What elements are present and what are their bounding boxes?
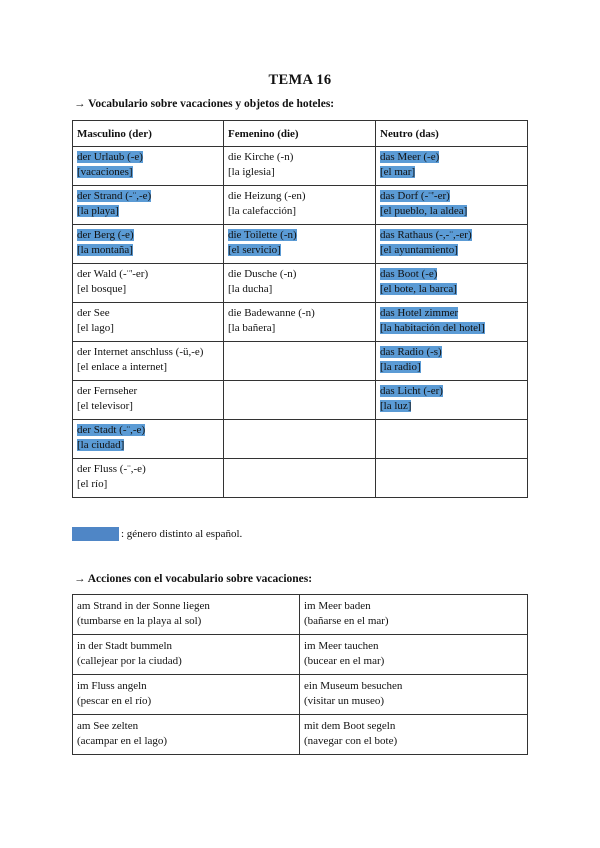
table-row <box>73 225 528 264</box>
spanish-action: (acampar en el lago) <box>77 735 168 747</box>
spanish-translation-text: [el enlace a internet] <box>77 361 168 373</box>
vocabulary-header-row <box>73 121 528 147</box>
spanish-translation-text: [el mar] <box>380 166 416 178</box>
action-cell <box>300 715 528 755</box>
german-term-text: der Fernseher <box>77 385 138 397</box>
vocab-cell <box>73 186 224 225</box>
spanish-translation-text: [la luz] <box>380 400 412 412</box>
spanish-action: (tumbarse en la playa al sol) <box>77 615 202 627</box>
vocabulary-table <box>72 120 528 498</box>
german-term <box>77 150 219 165</box>
spanish-translation-text: [el lago] <box>77 322 114 334</box>
action-cell <box>300 595 528 635</box>
vocab-cell <box>73 225 224 264</box>
table-row <box>73 264 528 303</box>
german-term-text: der Internet anschluss (-ü,-e) <box>77 346 204 358</box>
german-action: im Meer tauchen <box>304 640 379 652</box>
vocab-cell <box>224 342 376 381</box>
german-term-text: das Meer (-e) <box>380 151 440 163</box>
spanish-translation <box>77 399 219 414</box>
vocab-cell <box>224 225 376 264</box>
vocabulary-section-heading <box>74 98 334 110</box>
spanish-action: (callejear por la ciudad) <box>77 655 182 667</box>
table-row <box>73 459 528 498</box>
spanish-translation-text: [el servicio] <box>228 244 281 256</box>
spanish-translation-text: [el televisor] <box>77 400 133 412</box>
vocab-cell <box>376 420 528 459</box>
table-row <box>73 635 528 675</box>
german-term-text: die Dusche (-n) <box>228 268 297 280</box>
vocab-cell <box>224 381 376 420</box>
table-row <box>73 342 528 381</box>
table-row <box>73 303 528 342</box>
german-term <box>77 189 219 204</box>
vocab-cell <box>73 147 224 186</box>
spanish-translation-text: [la bañera] <box>228 322 276 334</box>
german-term-text: der Berg (-e) <box>77 229 134 241</box>
german-action: in der Stadt bummeln <box>77 640 173 652</box>
spanish-translation-text: [la playa] <box>77 205 119 217</box>
spanish-action: (navegar con el bote) <box>304 735 398 747</box>
spanish-translation-text: [la iglesia] <box>228 166 275 178</box>
spanish-translation <box>380 165 523 180</box>
spanish-translation <box>228 243 371 258</box>
actions-section-heading <box>74 573 312 585</box>
action-cell <box>300 635 528 675</box>
vocab-cell <box>376 186 528 225</box>
spanish-translation-text: [la habitación del hotel] <box>380 322 485 334</box>
vocabulary-heading-text: Vocabulario sobre vacaciones y objetos de hoteles: <box>88 98 335 110</box>
page-title: TEMA 16 <box>268 72 332 88</box>
german-term <box>77 423 219 438</box>
spanish-translation-text: [la ciudad] <box>77 439 125 451</box>
spanish-action: (pescar en el río) <box>77 695 152 707</box>
german-term <box>380 150 523 165</box>
actions-heading-text: Acciones con el vocabulario sobre vacaciones: <box>87 573 313 585</box>
vocab-cell <box>73 459 224 498</box>
german-term-text: der Stadt (-¨,-e) <box>77 424 146 436</box>
german-term-text: der See <box>77 307 110 319</box>
german-term-text: das Hotel zimmer <box>380 307 459 319</box>
spanish-translation <box>380 399 523 414</box>
german-term <box>77 267 219 282</box>
german-term-text: die Heizung (-en) <box>228 190 306 202</box>
vocab-cell <box>73 342 224 381</box>
german-term <box>380 228 523 243</box>
german-action: im Fluss angeln <box>77 680 147 692</box>
actions-table <box>72 594 528 755</box>
legend-color-swatch <box>72 527 119 541</box>
vocab-cell <box>376 225 528 264</box>
vocab-cell <box>73 381 224 420</box>
german-term <box>228 150 371 165</box>
vocab-cell <box>376 459 528 498</box>
legend <box>72 527 242 541</box>
table-row <box>73 186 528 225</box>
german-term-text: der Fluss (-¨,-e) <box>77 463 146 475</box>
spanish-translation <box>228 321 371 336</box>
spanish-translation <box>228 165 371 180</box>
vocab-cell <box>376 303 528 342</box>
german-term <box>77 384 219 399</box>
spanish-translation <box>380 360 523 375</box>
spanish-translation-text: [la calefacción] <box>228 205 297 217</box>
spanish-translation <box>77 477 219 492</box>
header-masculine: Masculino (der) <box>73 121 224 147</box>
spanish-translation <box>77 165 219 180</box>
table-row <box>73 381 528 420</box>
spanish-action: (bucear en el mar) <box>304 655 385 667</box>
german-action: mit dem Boot segeln <box>304 720 396 732</box>
german-term <box>380 267 523 282</box>
vocabulary-body <box>73 147 528 498</box>
german-term <box>228 189 371 204</box>
spanish-translation-text: [la ducha] <box>228 283 273 295</box>
table-row <box>73 715 528 755</box>
german-term-text: das Licht (-er) <box>380 385 443 397</box>
spanish-translation <box>77 243 219 258</box>
german-term <box>228 228 371 243</box>
german-action: im Meer baden <box>304 600 371 612</box>
spanish-translation-text: [el pueblo, la aldea] <box>380 205 468 217</box>
table-row <box>73 675 528 715</box>
actions-body <box>73 595 528 755</box>
german-term <box>77 345 219 360</box>
legend-text: : género distinto al español. <box>121 528 243 540</box>
spanish-translation <box>77 438 219 453</box>
german-term <box>380 306 523 321</box>
table-row <box>73 147 528 186</box>
spanish-translation <box>380 243 523 258</box>
action-cell <box>73 715 300 755</box>
spanish-translation-text: [el bosque] <box>77 283 127 295</box>
vocab-cell <box>224 147 376 186</box>
german-term <box>77 306 219 321</box>
german-term <box>77 228 219 243</box>
spanish-translation <box>228 204 371 219</box>
spanish-translation-text: [la montaña] <box>77 244 133 256</box>
spanish-translation-text: [el bote, la barca] <box>380 283 457 295</box>
header-feminine: Femenino (die) <box>224 121 376 147</box>
german-term-text: die Badewanne (-n) <box>228 307 315 319</box>
arrow-right-icon: → <box>74 98 86 110</box>
spanish-action: (visitar un museo) <box>304 695 385 707</box>
german-term-text: das Rathaus (-,-¨,-er) <box>380 229 472 241</box>
spanish-translation <box>380 321 523 336</box>
vocab-cell <box>73 303 224 342</box>
vocab-cell <box>224 186 376 225</box>
spanish-translation <box>228 282 371 297</box>
german-term-text: der Urlaub (-e) <box>77 151 143 163</box>
german-term <box>380 384 523 399</box>
german-action: am See zelten <box>77 720 139 732</box>
german-term-text: die Kirche (-n) <box>228 151 294 163</box>
german-term-text: das Dorf (-¨'-er) <box>380 190 450 202</box>
german-term-text: das Boot (-e) <box>380 268 438 280</box>
vocab-cell <box>224 303 376 342</box>
vocab-cell <box>376 147 528 186</box>
vocab-cell <box>376 381 528 420</box>
table-row <box>73 420 528 459</box>
spanish-translation-text: [el río] <box>77 478 108 490</box>
german-term-text: die Toilette (-n) <box>228 229 297 241</box>
action-cell <box>300 675 528 715</box>
spanish-translation <box>77 282 219 297</box>
spanish-translation <box>380 282 523 297</box>
german-action: am Strand in der Sonne liegen <box>77 600 210 612</box>
action-cell <box>73 635 300 675</box>
action-cell <box>73 675 300 715</box>
spanish-translation <box>77 360 219 375</box>
spanish-translation-text: [vacaciones] <box>77 166 133 178</box>
german-term <box>228 306 371 321</box>
spanish-translation-text: [la radio] <box>380 361 421 373</box>
german-term <box>380 189 523 204</box>
german-term-text: der Wald (-¨'-er) <box>77 268 149 280</box>
vocab-cell <box>224 264 376 303</box>
header-neuter: Neutro (das) <box>376 121 528 147</box>
vocab-cell <box>224 420 376 459</box>
german-term <box>380 345 523 360</box>
spanish-translation <box>380 204 523 219</box>
german-term <box>228 267 371 282</box>
german-action: ein Museum besuchen <box>304 680 403 692</box>
vocab-cell <box>224 459 376 498</box>
vocab-cell <box>376 342 528 381</box>
german-term-text: der Strand (-¨,-e) <box>77 190 152 202</box>
spanish-translation-text: [el ayuntamiento] <box>380 244 458 256</box>
spanish-translation <box>77 321 219 336</box>
table-row <box>73 595 528 635</box>
vocab-cell <box>376 264 528 303</box>
action-cell <box>73 595 300 635</box>
arrow-right-icon: → <box>74 573 86 585</box>
vocab-cell <box>73 420 224 459</box>
vocab-cell <box>73 264 224 303</box>
german-term-text: das Radio (-s) <box>380 346 442 358</box>
spanish-translation <box>77 204 219 219</box>
german-term <box>77 462 219 477</box>
spanish-action: (bañarse en el mar) <box>304 615 389 627</box>
